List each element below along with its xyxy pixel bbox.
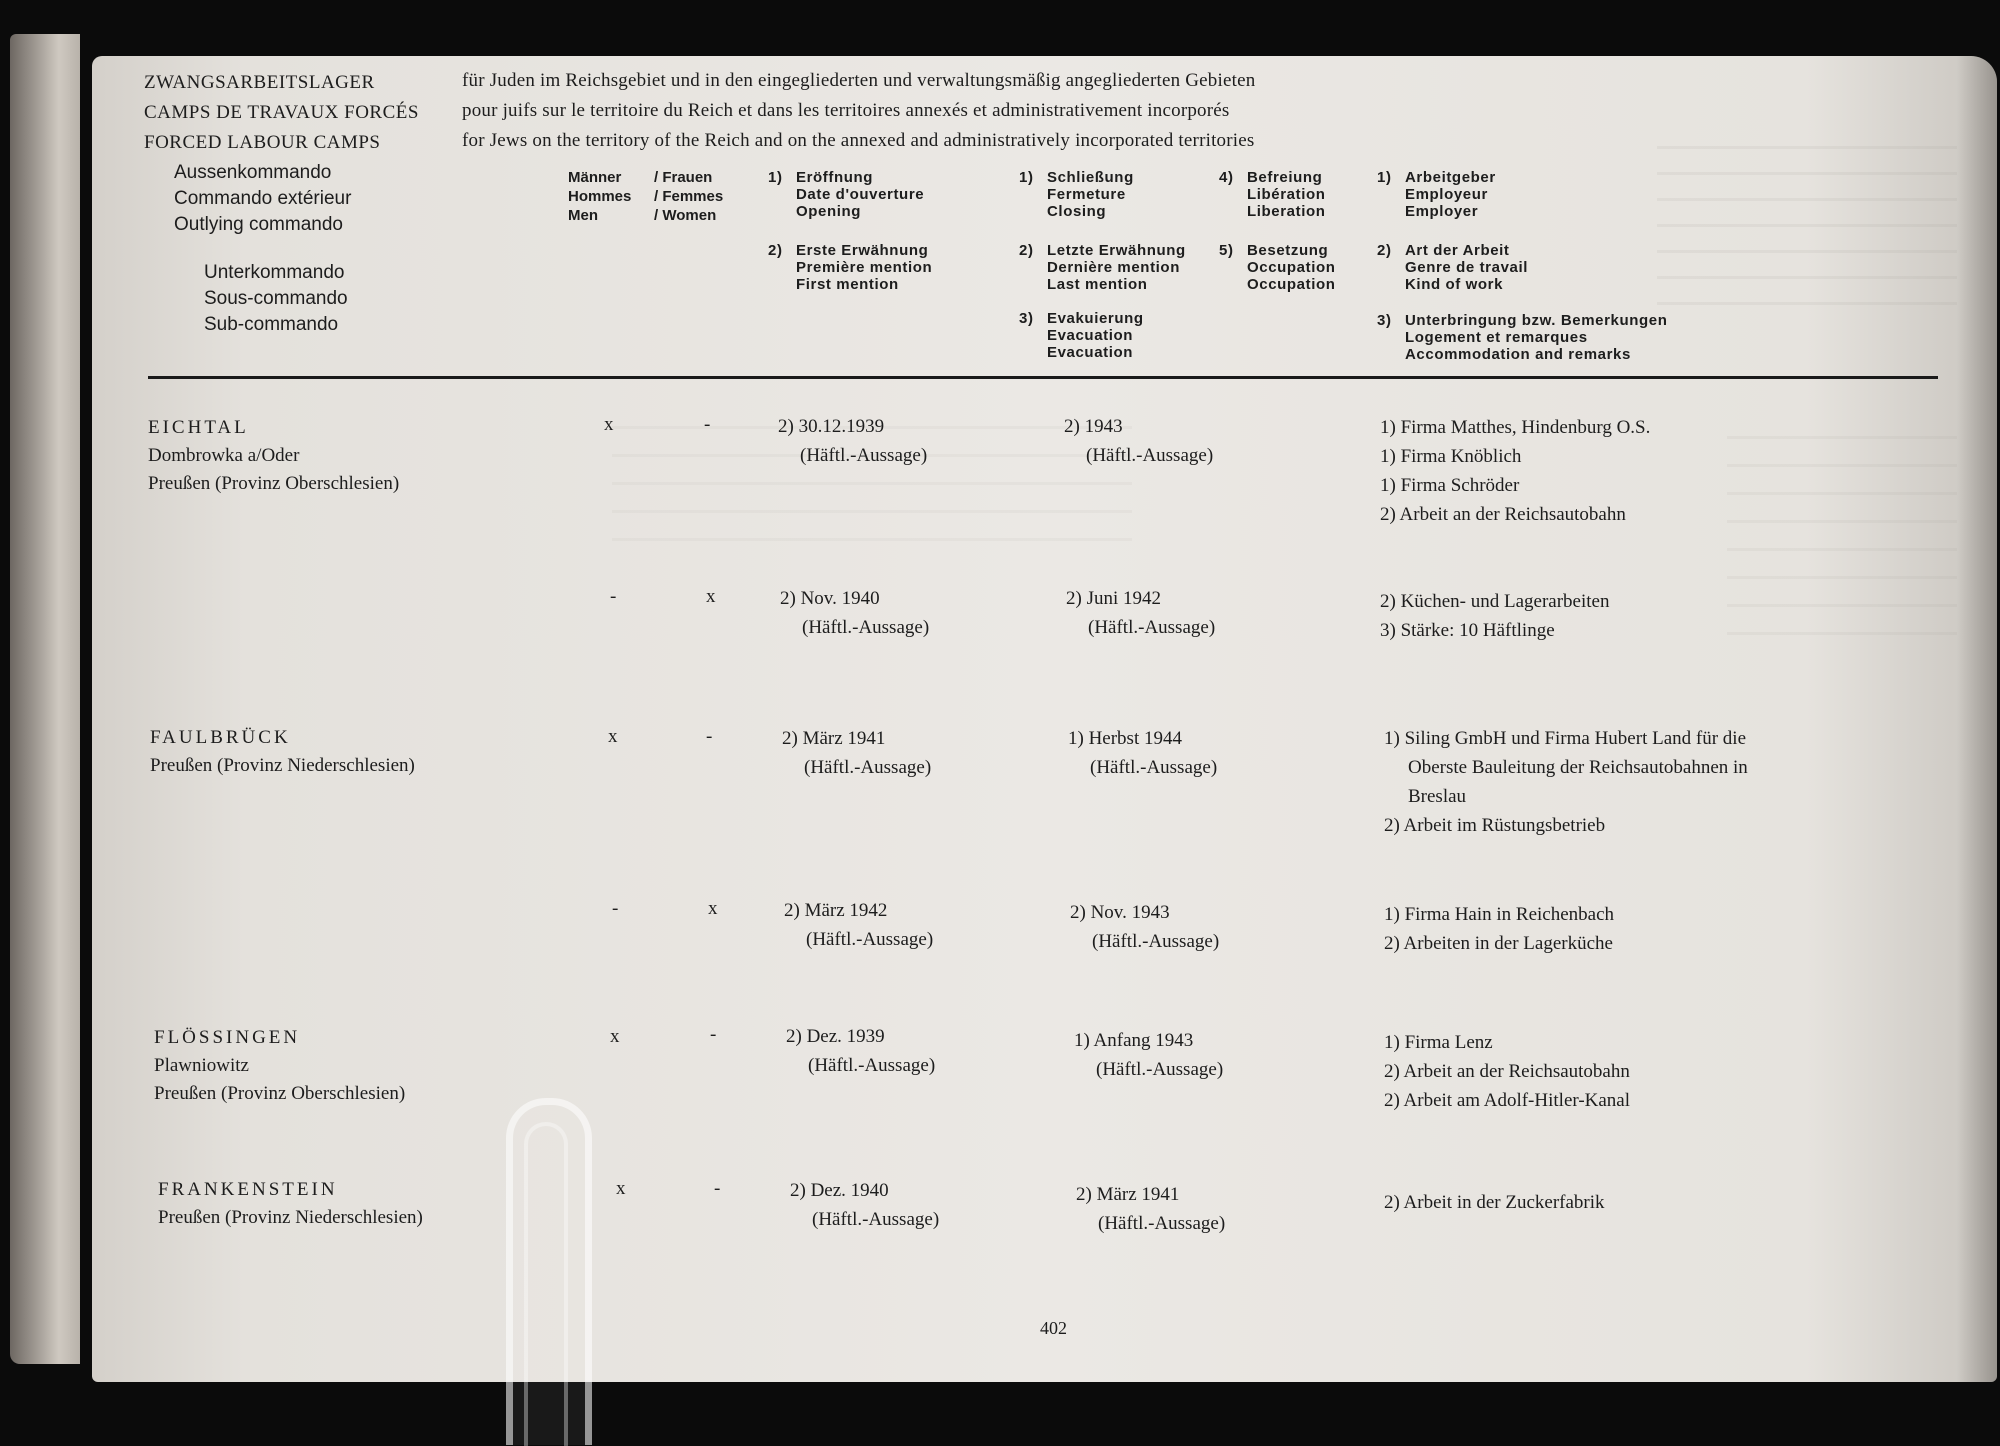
legend-num: 4): [1219, 169, 1234, 186]
remark-line: 2) Arbeit am Adolf-Hitler-Kanal: [1384, 1090, 1631, 1111]
legend-text: Opening: [796, 203, 862, 220]
legend-num: 3): [1377, 312, 1392, 329]
men-mark: -: [610, 586, 617, 607]
legend-text: Männer: [568, 169, 622, 186]
date-value: 2) Nov. 1940: [780, 588, 880, 609]
camp-name: FAULBRÜCK: [150, 727, 291, 748]
legend-text: Eröffnung: [796, 169, 874, 186]
start-date: [782, 724, 931, 782]
legend-text: Accommodation and remarks: [1405, 346, 1631, 363]
date-source: (Häftl.-Aussage): [1090, 757, 1218, 778]
camp-location: Preußen (Provinz Oberschlesien): [154, 1083, 406, 1104]
date-value: 2) Juni 1942: [1066, 588, 1161, 609]
date-value: 2) 30.12.1939: [778, 416, 885, 437]
women-mark: x: [708, 898, 718, 919]
remark-line: 1) Firma Schröder: [1380, 475, 1520, 496]
legend-work: [1377, 242, 1528, 293]
camp-name: FLÖSSINGEN: [154, 1027, 301, 1048]
legend-text: Outlying commando: [174, 214, 343, 235]
date-source: (Häftl.-Aussage): [802, 617, 930, 638]
legend-text: Fermeture: [1047, 186, 1126, 203]
legend-num: 5): [1219, 242, 1234, 259]
men-mark: x: [608, 726, 618, 747]
camp-entry-eichtal: [148, 414, 399, 498]
legend-text: Occupation: [1247, 259, 1336, 276]
camp-location: Plawniowitz: [154, 1055, 249, 1076]
legend-text: Besetzung: [1247, 242, 1329, 259]
legend-text: / Women: [654, 207, 717, 224]
remarks: [1384, 900, 1614, 958]
legend-text: Evacuation: [1047, 344, 1134, 361]
header-subtitle-de: für Juden im Reichsgebiet und in den eingegliederten und verwaltungsmäßig angegliederten Gebieten: [462, 70, 1256, 91]
end-date: [1076, 1180, 1225, 1238]
header-titles: [144, 68, 419, 158]
legend-num: 2): [768, 242, 783, 259]
remark-line: 2) Arbeiten in der Lagerküche: [1384, 933, 1613, 954]
date-source: (Häftl.-Aussage): [1088, 617, 1216, 638]
legend-employer: [1377, 169, 1496, 220]
women-mark: -: [706, 726, 713, 747]
camp-location: Preußen (Provinz Oberschlesien): [148, 473, 400, 494]
date-value: 2) März 1941: [1076, 1184, 1180, 1205]
page-clip-inner: [524, 1122, 568, 1446]
date-value: 2) Dez. 1939: [786, 1026, 885, 1047]
legend-text: Unterkommando: [204, 262, 345, 283]
legend-num: 1): [1377, 169, 1392, 186]
remark-line: 2) Küchen- und Lagerarbeiten: [1380, 591, 1610, 612]
start-date: [784, 896, 933, 954]
date-value: 2) 1943: [1064, 416, 1123, 437]
header-title-de: ZWANGSARBEITSLAGER: [144, 72, 375, 93]
camp-name: FRANKENSTEIN: [158, 1179, 338, 1200]
legend-text: Erste Erwähnung: [796, 242, 929, 259]
start-date: [780, 584, 929, 642]
date-value: 2) März 1942: [784, 900, 888, 921]
date-source: (Häftl.-Aussage): [1098, 1213, 1226, 1234]
remark-line: 2) Arbeit an der Reichsautobahn: [1380, 504, 1626, 525]
date-source: (Häftl.-Aussage): [800, 445, 928, 466]
page-number: 402: [1040, 1318, 1067, 1338]
legend-text: Schließung: [1047, 169, 1134, 186]
remarks: [1384, 1188, 1605, 1217]
date-source: (Häftl.-Aussage): [1096, 1059, 1224, 1080]
bleed-through-block: [1657, 146, 1957, 306]
remark-line: 1) Firma Hain in Reichenbach: [1384, 904, 1615, 925]
remark-line: 1) Firma Lenz: [1384, 1032, 1493, 1053]
bleed-through-block: [1727, 436, 1957, 656]
start-date: [786, 1022, 935, 1080]
legend-text: Aussenkommando: [174, 162, 332, 183]
legend-text: Kind of work: [1405, 276, 1504, 293]
legend-evacuation: [1019, 310, 1144, 361]
date-source: (Häftl.-Aussage): [1092, 931, 1220, 952]
legend-text: Employeur: [1405, 186, 1488, 203]
legend-gender: [568, 168, 723, 225]
date-source: (Häftl.-Aussage): [1086, 445, 1214, 466]
legend-num: 3): [1019, 310, 1034, 327]
legend-sub-commando: [204, 260, 348, 338]
date-value: 2) März 1941: [782, 728, 886, 749]
legend-text: Last mention: [1047, 276, 1148, 293]
date-source: (Häftl.-Aussage): [804, 757, 932, 778]
legend-text: Occupation: [1247, 276, 1336, 293]
camp-entry-frankenstein: [158, 1176, 423, 1232]
date-value: 1) Anfang 1943: [1074, 1030, 1194, 1051]
header-title-fr: CAMPS DE TRAVAUX FORCÉS: [144, 102, 419, 123]
legend-accommodation: [1377, 312, 1668, 363]
men-mark: x: [616, 1178, 626, 1199]
remarks: [1380, 413, 1650, 529]
header-subtitle-en: for Jews on the territory of the Reich and on the annexed and administratively incorporated territories: [462, 130, 1255, 151]
men-mark: x: [610, 1026, 620, 1047]
header-title-en: FORCED LABOUR CAMPS: [144, 132, 381, 153]
legend-text: Sous-commando: [204, 288, 348, 309]
remarks: [1384, 724, 1748, 840]
remark-line: 2) Arbeit an der Reichsautobahn: [1384, 1061, 1630, 1082]
end-date: [1070, 898, 1219, 956]
legend-text: Genre de travail: [1405, 259, 1528, 276]
legend-num: 2): [1019, 242, 1034, 259]
header-subtitles: [462, 66, 1255, 156]
legend-text: Arbeitgeber: [1405, 169, 1496, 186]
legend-num: 1): [768, 169, 783, 186]
legend-text: Befreiung: [1247, 169, 1323, 186]
date-value: 2) Dez. 1940: [790, 1180, 889, 1201]
legend-num: 1): [1019, 169, 1034, 186]
legend-text: Employer: [1405, 203, 1479, 220]
legend-text: Letzte Erwähnung: [1047, 242, 1186, 259]
legend-text: First mention: [796, 276, 899, 293]
legend-text: Hommes: [568, 188, 632, 205]
women-mark: -: [710, 1024, 717, 1045]
camp-entry-faulbrueck: [150, 724, 415, 780]
book-edge: [10, 34, 80, 1364]
legend-text: Commando extérieur: [174, 188, 352, 209]
camp-name: EICHTAL: [148, 417, 249, 438]
legend-opening: [768, 169, 925, 220]
camp-location: Preußen (Provinz Niederschlesien): [158, 1207, 423, 1228]
legend-text: Evakuierung: [1047, 310, 1144, 327]
legend-closing: [1019, 169, 1134, 220]
legend-text: Men: [568, 207, 598, 224]
date-value: 1) Herbst 1944: [1068, 728, 1182, 749]
legend-text: Evacuation: [1047, 327, 1134, 344]
legend-text: Closing: [1047, 203, 1107, 220]
date-source: (Häftl.-Aussage): [806, 929, 934, 950]
remark-line: 2) Arbeit im Rüstungsbetrieb: [1384, 815, 1606, 836]
legend-occupation: [1219, 242, 1336, 293]
end-date: [1074, 1026, 1223, 1084]
remark-line: 2) Arbeit in der Zuckerfabrik: [1384, 1192, 1605, 1213]
remarks: [1384, 1028, 1630, 1115]
start-date: [790, 1176, 939, 1234]
legend-last-mention: [1019, 242, 1186, 293]
men-mark: x: [604, 414, 614, 435]
legend-num: 2): [1377, 242, 1392, 259]
men-mark: -: [612, 898, 619, 919]
legend-text: Logement et remarques: [1405, 329, 1588, 346]
date-source: (Häftl.-Aussage): [808, 1055, 936, 1076]
women-mark: -: [714, 1178, 721, 1199]
camp-entry-floessingen: [154, 1024, 405, 1108]
women-mark: x: [706, 586, 716, 607]
header-subtitle-fr: pour juifs sur le territoire du Reich et dans les territoires annexés et administrativement incorporés: [462, 100, 1230, 121]
legend-text: Première mention: [796, 259, 933, 276]
end-date: [1064, 412, 1213, 470]
remark-line: 1) Firma Knöblich: [1380, 446, 1522, 467]
end-date: [1068, 724, 1217, 782]
legend-text: Dernière mention: [1047, 259, 1180, 276]
date-value: 2) Nov. 1943: [1070, 902, 1170, 923]
remark-line: Oberste Bauleitung der Reichsautobahnen in: [1408, 757, 1748, 778]
legend-text: Art der Arbeit: [1405, 242, 1510, 259]
legend-text: Liberation: [1247, 203, 1326, 220]
end-date: [1066, 584, 1215, 642]
legend-text: Date d'ouverture: [796, 186, 925, 203]
legend-text: / Femmes: [654, 188, 724, 205]
camp-location: Dombrowka a/Oder: [148, 445, 300, 466]
date-source: (Häftl.-Aussage): [812, 1209, 940, 1230]
legend-text: Unterbringung bzw. Bemerkungen: [1405, 312, 1668, 329]
remark-line: Breslau: [1408, 786, 1467, 807]
legend-outlying-commando: [174, 160, 351, 238]
remark-line: 3) Stärke: 10 Häftlinge: [1380, 620, 1555, 641]
legend-text: / Frauen: [654, 169, 713, 186]
legend-text: Sub-commando: [204, 314, 339, 335]
camp-location: Preußen (Provinz Niederschlesien): [150, 755, 415, 776]
remark-line: 1) Siling GmbH und Firma Hubert Land für die: [1384, 728, 1747, 749]
start-date: [778, 412, 927, 470]
legend-liberation: [1219, 169, 1326, 220]
legend-text: Libération: [1247, 186, 1326, 203]
legend-first-mention: [768, 242, 933, 293]
women-mark: -: [704, 414, 711, 435]
header-divider: [148, 376, 1938, 379]
book-page: [92, 56, 1997, 1382]
binding-shadow: [1957, 56, 1997, 1382]
remark-line: 1) Firma Matthes, Hindenburg O.S.: [1380, 417, 1651, 438]
remarks: [1380, 587, 1609, 645]
